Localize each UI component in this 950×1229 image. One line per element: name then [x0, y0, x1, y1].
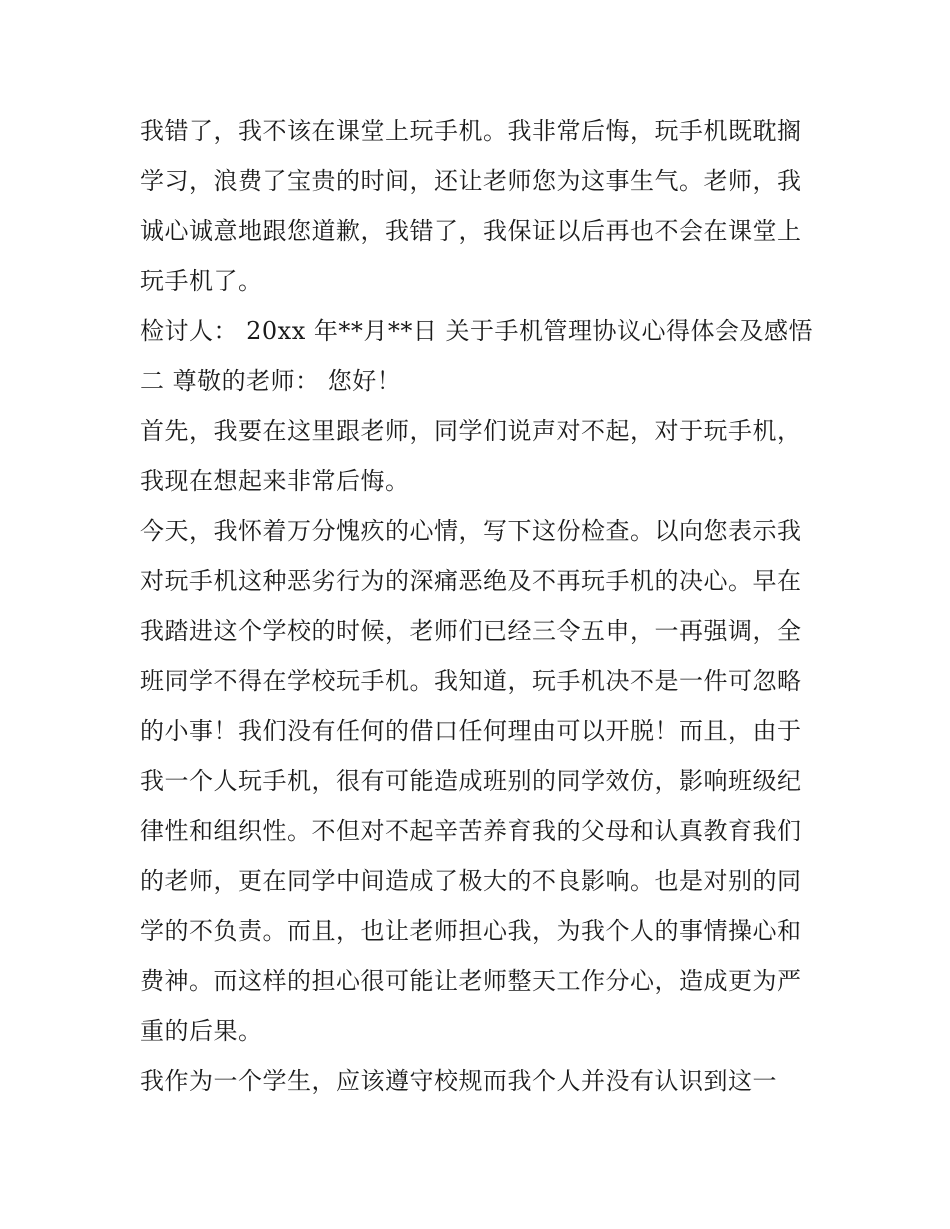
paragraph-3-line-2: 对玩手机这种恶劣行为的深痛恶绝及不再玩手机的决心。早在	[140, 567, 802, 595]
paragraph-2-line-2: 我现在想起来非常后悔。	[140, 467, 410, 495]
paragraph-3-line-10: 费神。而这样的担心很可能让老师整天工作分心，造成更为严	[140, 967, 802, 995]
paragraph-1-line-4: 玩手机了。	[140, 267, 263, 295]
paragraph-3-line-8: 的老师，更在同学中间造成了极大的不良影响。也是对别的同	[140, 867, 802, 895]
document-body	[140, 106, 820, 1106]
paragraph-1-line-1: 我错了，我不该在课堂上玩手机。我非常后悔，玩手机既耽搁	[140, 117, 802, 145]
paragraph-3-line-9: 学的不负责。而且，也让老师担心我，为我个人的事情操心和	[140, 917, 802, 945]
paragraph-3-line-5: 的小事！我们没有任何的借口任何理由可以开脱！而且，由于	[140, 717, 802, 745]
paragraph-3-line-1: 今天，我怀着万分愧疚的心情，写下这份检查。以向您表示我	[140, 517, 802, 545]
salutation-line: 二 尊敬的老师： 您好！	[140, 367, 402, 395]
paragraph-3-line-11: 重的后果。	[140, 1017, 263, 1045]
paragraph-3-line-4: 班同学不得在学校玩手机。我知道，玩手机决不是一件可忽略	[140, 667, 802, 695]
paragraph-3-line-3: 我踏进这个学校的时候，老师们已经三令五申，一再强调，全	[140, 617, 802, 645]
paragraph-1-line-2: 学习，浪费了宝贵的时间，还让老师您为这事生气。老师，我	[140, 167, 802, 195]
signature-line: 检讨人： 20xx 年**月**日 关于手机管理协议心得体会及感悟	[140, 317, 813, 345]
paragraph-2-line-1: 首先，我要在这里跟老师，同学们说声对不起，对于玩手机，	[140, 417, 802, 445]
paragraph-3-line-7: 律性和组织性。不但对不起辛苦养育我的父母和认真教育我们	[140, 817, 802, 845]
paragraph-1-line-3: 诚心诚意地跟您道歉，我错了，我保证以后再也不会在课堂上	[140, 217, 802, 245]
paragraph-4-line-1: 我作为一个学生，应该遵守校规而我个人并没有认识到这一	[140, 1067, 777, 1095]
paragraph-3-line-6: 我一个人玩手机，很有可能造成班别的同学效仿，影响班级纪	[140, 767, 802, 795]
